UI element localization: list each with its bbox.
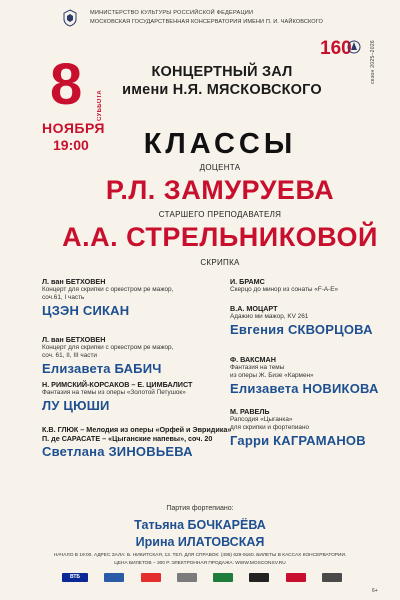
teacher-name-2: А.А. СТРЕЛЬНИКОВОЙ [62, 222, 378, 252]
ministry-emblem-icon [62, 9, 78, 27]
composer: М. РАВЕЛЬ [230, 407, 270, 416]
docent-label: ДОЦЕНТА [199, 163, 241, 172]
composer: П. де САРАСАТЕ – «Цыганские напевы», соч. 20 [42, 434, 213, 443]
sponsor-logo-icon [141, 573, 161, 582]
performer: Евгения СКВОРЦОВА [230, 321, 373, 337]
senior-teacher-label: СТАРШЕГО ПРЕПОДАВАТЕЛЯ [158, 210, 282, 219]
composer: И. БРАМС [230, 277, 265, 286]
performer: Елизавета НОВИКОВА [230, 380, 379, 396]
concert-day: 8 [50, 52, 83, 117]
program-item [42, 380, 232, 425]
composer: Н. РИМСКИЙ-КОРСАКОВ – Е. ЦИМБАЛИСТ [42, 380, 193, 389]
pianist-name-2: Ирина ИЛАТОВСКАЯ [135, 535, 265, 549]
season-label: сезон 2025–2026 [370, 40, 376, 84]
work-line: Рапсодия «Цыганка» [230, 416, 293, 423]
sponsor-logo-icon [249, 573, 269, 582]
work-line: Фантазия на темы из оперы «Золотой Петушок» [42, 389, 186, 396]
program-item [42, 425, 232, 459]
piano-part-label: Партия фортепиано: [166, 505, 234, 512]
composer: К.В. ГЛЮК – Мелодия из оперы «Орфей и Эвридика» [42, 425, 232, 434]
sponsor-logo-icon [213, 573, 233, 582]
sponsor-logo-icon: ВТБ [62, 573, 88, 582]
svg-text:160: 160 [320, 38, 352, 59]
ministry-name: МИНИСТЕРСТВО КУЛЬТУРЫ РОССИЙСКОЙ ФЕДЕРАЦИИ [90, 10, 254, 16]
age-rating: 6+ [372, 588, 378, 594]
program-item [230, 355, 380, 407]
composer: Л. ван БЕТХОВЕН [42, 335, 106, 344]
work-line: из оперы Ж. Бизе «Кармен» [230, 371, 314, 379]
venue-line-2: имени Н.Я. МЯСКОВСКОГО [122, 82, 322, 98]
program-item [42, 335, 232, 380]
anniversary-logo-icon [318, 34, 362, 62]
performer: Светлана ЗИНОВЬЕВА [42, 444, 193, 459]
teacher-name-1: Р.Л. ЗАМУРУЕВА [105, 175, 335, 205]
sponsor-logo-icon [322, 573, 342, 582]
work-line: Адажио ми мажор, KV 261 [230, 313, 309, 320]
program-item [230, 277, 380, 304]
performer: ЛУ ЦЮШИ [42, 397, 110, 413]
work-line: Фантазия на темы [230, 364, 285, 371]
performer: Гарри КАГРАМАНОВ [230, 432, 366, 448]
program-item [230, 304, 380, 355]
concert-weekday: СУББОТА [97, 90, 103, 121]
program-right-column [230, 277, 380, 448]
pianist-name-1: Татьяна БОЧКАРЁВА [134, 518, 266, 532]
program-item [230, 407, 380, 448]
work-line: Концерт для скрипки с оркестром ре мажор, [42, 286, 174, 293]
composer: Л. ван БЕТХОВЕН [42, 277, 106, 286]
work-line: Концерт для скрипки с оркестром ре мажор, [42, 344, 174, 351]
work-line: для скрипки и фортепиано [230, 423, 310, 431]
program-item [42, 277, 232, 335]
footer-info-line-1: НАЧАЛО В 19:00. АДРЕС ЗАЛА: Б. НИКИТСКАЯ, 13. ТЕЛ. ДЛЯ СПРАВОК: (495) 629-9160. БИЛЕТЫ В КАССАХ КОНСЕРВАТОРИИ. [53, 553, 347, 558]
concert-month: НОЯБРЯ [42, 120, 105, 136]
footer-info-line-2: ЦЕНА БИЛЕТОВ – 300 Р. ЭЛЕКТРОННАЯ ПРОДАЖА: WWW.MOSCONSV.RU [114, 561, 286, 566]
performer: ЦЗЭН СИКАН [42, 302, 130, 318]
sponsor-logo-icon [286, 573, 306, 582]
composer: Ф. ВАКСМАН [230, 355, 276, 364]
performer: Елизавета БАБИЧ [42, 360, 162, 376]
work-line: соч. 61, II, III части [42, 351, 98, 359]
sponsor-logo-icon [177, 573, 197, 582]
work-line: Скерцо до минор из сонаты «F-A-E» [230, 286, 339, 293]
classes-title: КЛАССЫ [143, 128, 297, 160]
work-line: соч.61, I часть [42, 293, 85, 301]
instrument-label: СКРИПКА [200, 258, 240, 267]
sponsor-logo-icon [104, 573, 124, 582]
conservatory-name: МОСКОВСКАЯ ГОСУДАРСТВЕННАЯ КОНСЕРВАТОРИЯ ИМЕНИ П. И. ЧАЙКОВСКОГО [90, 19, 324, 25]
venue-line-1: КОНЦЕРТНЫЙ ЗАЛ [151, 64, 293, 80]
composer: В.А. МОЦАРТ [230, 304, 278, 313]
program-left-column [42, 277, 232, 459]
concert-time: 19:00 [53, 137, 89, 153]
sponsor-logos [62, 570, 342, 584]
